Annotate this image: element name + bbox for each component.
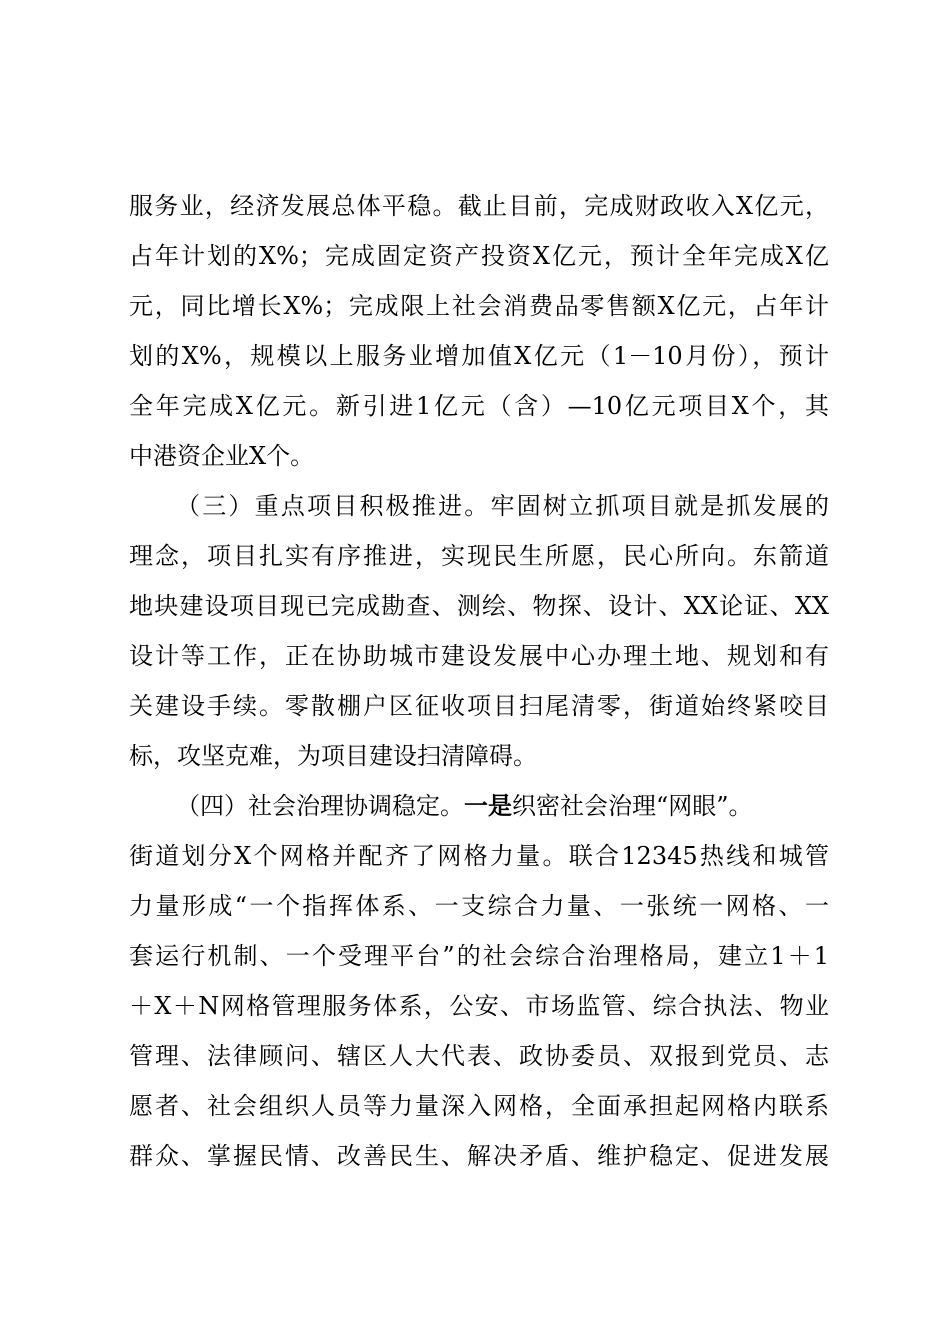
paragraph-line: 理念，项目扎实有序推进，实现民生所愿，民心所向。东箭道 <box>129 542 829 570</box>
paragraph-line: 占年计划的X%；完成固定资产投资X亿元，预计全年完成X亿 <box>129 242 829 270</box>
paragraph-line: 关建设手续。零散棚户区征收项目扫尾清零，街道始终紧咬目 <box>129 692 829 720</box>
paragraph-line: 街道划分X个网格并配齐了网格力量。联合12345热线和城管 <box>129 842 829 870</box>
paragraph-line: ＋X＋N网格管理服务体系，公安、市场监管、综合执法、物业 <box>129 992 829 1020</box>
paragraph-first-line: （三）重点项目积极推进。牢固树立抓项目就是抓发展的 <box>176 492 829 520</box>
paragraph-line: 设计等工作，正在协助城市建设发展中心办理土地、规划和有 <box>129 642 829 670</box>
paragraph-line: 划的X%，规模以上服务业增加值X亿元（1－10月份），预计 <box>129 342 829 370</box>
paragraph-line: 群众、掌握民情、改善民生、解决矛盾、维护稳定、促进发展 <box>129 1142 829 1170</box>
bold-lead-text: 一是 <box>464 791 512 820</box>
paragraph-line: 管理、法律顾问、辖区人大代表、政协委员、双报到党员、志 <box>129 1042 829 1070</box>
section-heading: （四）社会治理协调稳定。 <box>176 792 464 820</box>
paragraph-line: 服务业，经济发展总体平稳。截止目前，完成财政收入X亿元， <box>129 192 829 220</box>
paragraph-line: 中港资企业X个。 <box>129 442 315 470</box>
paragraph-line: 套运行机制、一个受理平台”的社会综合治理格局，建立1＋1 <box>129 942 829 970</box>
paragraph-text: 织密社会治理“网眼”。 <box>512 792 753 820</box>
paragraph-line: 地块建设项目现已完成勘查、测绘、物探、设计、XX论证、XX <box>129 592 829 620</box>
paragraph-line: 元，同比增长X%；完成限上社会消费品零售额X亿元，占年计 <box>129 292 829 320</box>
paragraph-line: 力量形成“一个指挥体系、一支综合力量、一张统一网格、一 <box>129 892 829 920</box>
paragraph-line: 愿者、社会组织人员等力量深入网格，全面承担起网格内联系 <box>129 1092 829 1120</box>
paragraph-line: 标，攻坚克难，为项目建设扫清障碍。 <box>129 742 537 770</box>
paragraph-line: 全年完成X亿元。新引进1亿元（含）—10亿元项目X个，其 <box>129 392 829 420</box>
paragraph-first-line <box>176 789 829 823</box>
